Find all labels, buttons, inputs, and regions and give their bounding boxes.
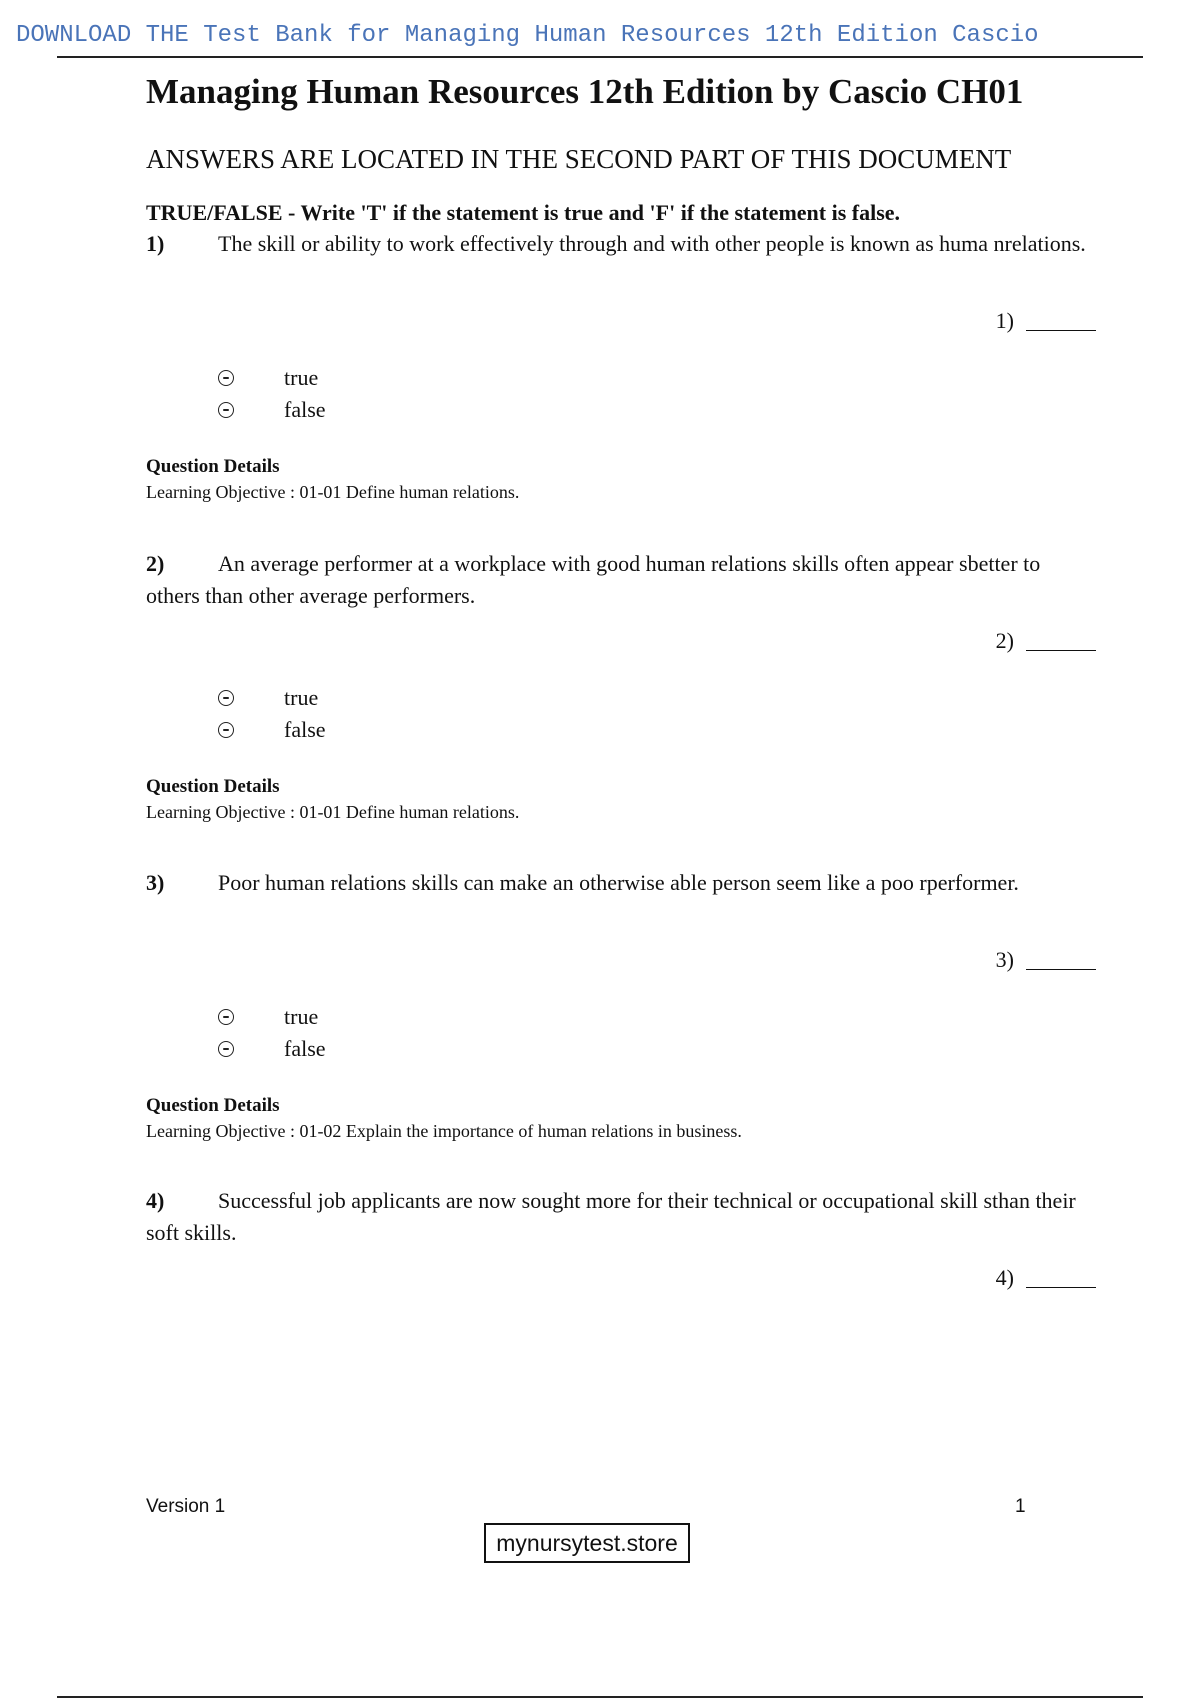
radio-icon[interactable]	[218, 722, 234, 738]
option-false[interactable]	[218, 394, 326, 426]
answer-options	[218, 682, 326, 746]
question-details	[146, 1095, 742, 1142]
question-text: Poor human relations skills can make an otherwise able person seem like a poo rperformer.	[218, 870, 1019, 895]
details-title: Question Details	[146, 776, 280, 797]
answers-notice: ANSWERS ARE LOCATED IN THE SECOND PART OF THIS DOCUMENT	[146, 144, 1012, 174]
answer-label: 2)	[995, 628, 1014, 653]
question-details	[146, 776, 519, 823]
learning-objective: Learning Objective : 01-01 Define human relations.	[146, 482, 520, 502]
question-text: The skill or ability to work effectively through and with other people is known as huma nrelations.	[218, 231, 1086, 256]
answer-line	[996, 628, 1096, 654]
option-label: false	[284, 1036, 326, 1061]
option-label: false	[284, 397, 326, 422]
option-label: false	[284, 717, 326, 742]
radio-icon[interactable]	[218, 1041, 234, 1057]
question-number: 3)	[146, 870, 165, 895]
radio-icon[interactable]	[218, 370, 234, 386]
answer-label: 4)	[995, 1265, 1014, 1290]
answer-line	[996, 1265, 1096, 1291]
question-stem	[146, 1185, 1096, 1249]
page-number: 1	[1015, 1496, 1026, 1517]
answer-label: 3)	[995, 947, 1014, 972]
question-4	[146, 1185, 1096, 1290]
answer-options	[218, 1001, 326, 1065]
question-3	[146, 867, 1096, 1141]
question-details	[146, 456, 519, 503]
document-title: Managing Human Resources 12th Edition by Cascio CH01	[146, 72, 1024, 111]
learning-objective: Learning Objective : 01-01 Define human relations.	[146, 802, 520, 822]
answer-line	[996, 308, 1096, 334]
answer-line	[996, 947, 1096, 973]
option-label: true	[284, 685, 319, 710]
question-1	[146, 228, 1096, 502]
question-number: 2)	[146, 551, 165, 576]
details-title: Question Details	[146, 1095, 280, 1116]
option-false[interactable]	[218, 1033, 326, 1065]
option-true[interactable]	[218, 1001, 326, 1033]
question-stem	[146, 548, 1096, 612]
question-number: 4)	[146, 1188, 165, 1213]
footer-version: Version 1	[146, 1496, 226, 1517]
answer-blank[interactable]	[1026, 650, 1096, 651]
answer-label: 1)	[995, 308, 1014, 333]
radio-icon[interactable]	[218, 1009, 234, 1025]
radio-icon[interactable]	[218, 402, 234, 418]
option-true[interactable]	[218, 682, 326, 714]
answer-blank[interactable]	[1026, 969, 1096, 970]
question-2	[146, 548, 1096, 822]
option-label: true	[284, 1004, 319, 1029]
details-title: Question Details	[146, 456, 280, 477]
learning-objective: Learning Objective : 01-02 Explain the importance of human relations in business.	[146, 1121, 742, 1141]
option-label: true	[284, 365, 319, 390]
question-text: Successful job applicants are now sought more for their technical or occupational skill sthan their soft skills.	[146, 1188, 1076, 1245]
question-number: 1)	[146, 231, 165, 256]
question-stem	[146, 228, 1096, 260]
option-false[interactable]	[218, 714, 326, 746]
section-heading: TRUE/FALSE - Write 'T' if the statement is true and 'F' if the statement is false.	[146, 200, 901, 225]
answer-blank[interactable]	[1026, 330, 1096, 331]
header-rule	[57, 56, 1143, 58]
answer-options	[218, 362, 326, 426]
question-stem	[146, 867, 1096, 899]
option-true[interactable]	[218, 362, 326, 394]
download-banner: DOWNLOAD THE Test Bank for Managing Human Resources 12th Edition Cascio	[16, 22, 1039, 49]
question-text: An average performer at a workplace with good human relations skills often appear sbetter to others than other average performers.	[146, 551, 1041, 608]
footer-rule	[57, 1696, 1143, 1698]
answer-blank[interactable]	[1026, 1287, 1096, 1288]
radio-icon[interactable]	[218, 690, 234, 706]
site-watermark-box[interactable]: mynursytest.store	[484, 1523, 690, 1563]
